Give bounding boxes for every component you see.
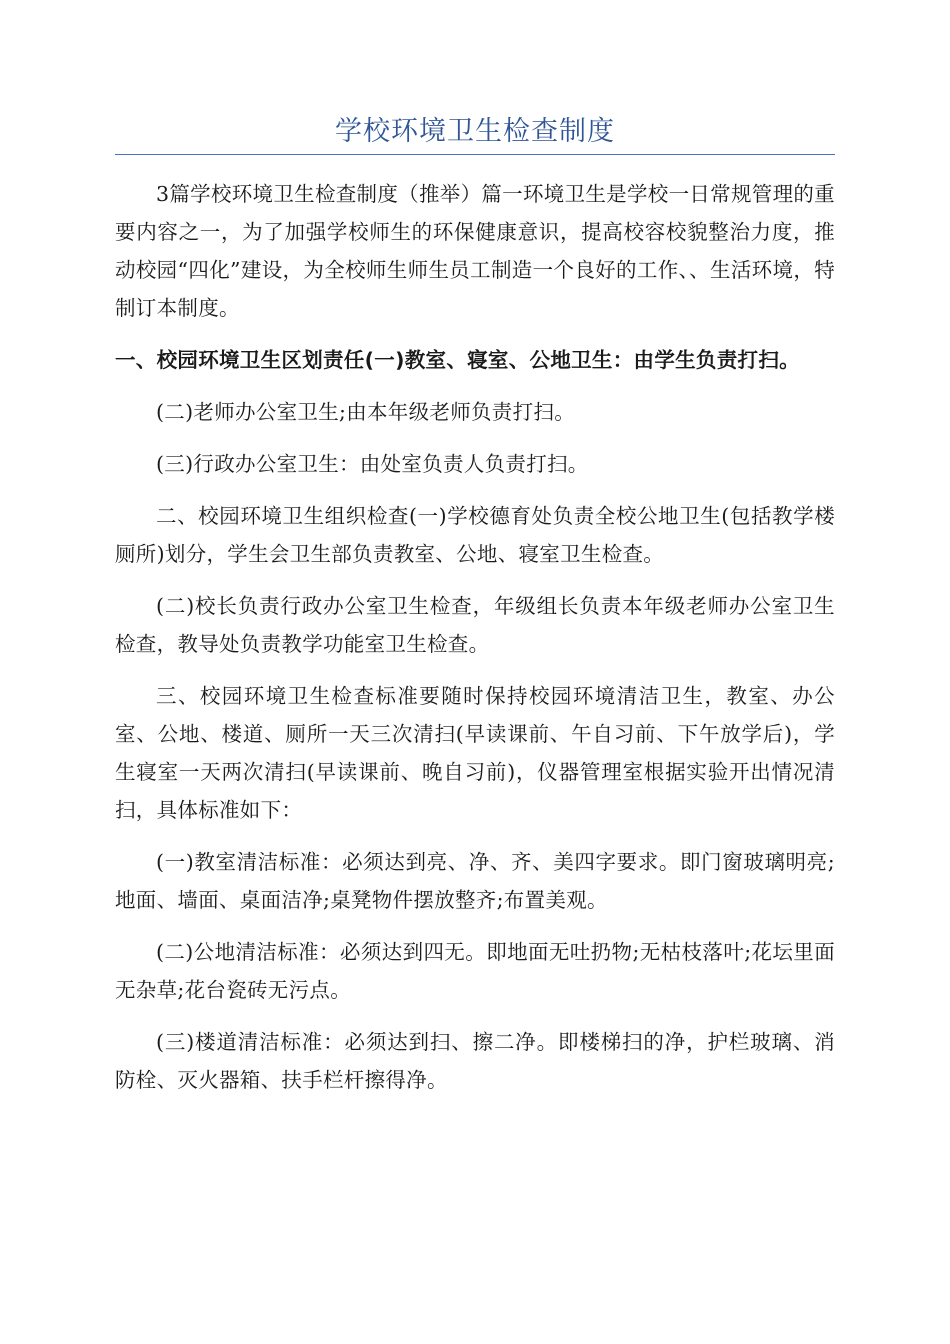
paragraph-section-3: 三、校园环境卫生检查标准要随时保持校园环境清洁卫生，教室、办公室、公地、楼道、厕所一天三次清扫(早读课前、午自习前、下午放学后)，学生寝室一天两次清扫(早读课前、晚自习前)，仪器管理室根据实验开出情况清扫，具体标准如下： bbox=[115, 684, 835, 822]
paragraph-admin-office: (三)行政办公室卫生：由处室负责人负责打扫。 bbox=[156, 452, 589, 476]
paragraph-teacher-office: (二)老师办公室卫生;由本年级老师负责打扫。 bbox=[156, 400, 576, 424]
paragraph-corridor-standard: (三)楼道清洁标准：必须达到扫、擦二净。即楼梯扫的净，护栏玻璃、消防栓、灭火器箱、扶手栏杆擦得净。 bbox=[115, 1030, 835, 1092]
document-title: 学校环境卫生检查制度 bbox=[335, 116, 615, 147]
paragraph-section-2: 二、校园环境卫生组织检查(一)学校德育处负责全校公地卫生(包括教学楼厕所)划分，学生会卫生部负责教室、公地、寝室卫生检查。 bbox=[115, 504, 835, 566]
paragraph-principal-check: (二)校长负责行政办公室卫生检查，年级组长负责本年级老师办公室卫生检查，教导处负责教学功能室卫生检查。 bbox=[115, 594, 835, 656]
paragraph-classroom-standard: (一)教室清洁标准：必须达到亮、净、齐、美四字要求。即门窗玻璃明亮;地面、墙面、桌面洁净;桌凳物件摆放整齐;布置美观。 bbox=[115, 850, 835, 912]
title-underline bbox=[115, 154, 835, 155]
section-heading-1: 一、校园环境卫生区划责任(一)教室、寝室、公地卫生：由学生负责打扫。 bbox=[115, 348, 800, 372]
paragraph-public-area-standard: (二)公地清洁标准：必须达到四无。即地面无吐扔物;无枯枝落叶;花坛里面无杂草;花台瓷砖无污点。 bbox=[115, 940, 835, 1002]
intro-paragraph: 3篇学校环境卫生检查制度（推举）篇一环境卫生是学校一日常规管理的重要内容之一，为了加强学校师生的环保健康意识，提高校容校貌整治力度，推动校园“四化”建设，为全校师生师生员工制造一个良好的工作、、生活环境，特制订本制度。 bbox=[115, 182, 835, 320]
document-body bbox=[115, 175, 835, 1113]
